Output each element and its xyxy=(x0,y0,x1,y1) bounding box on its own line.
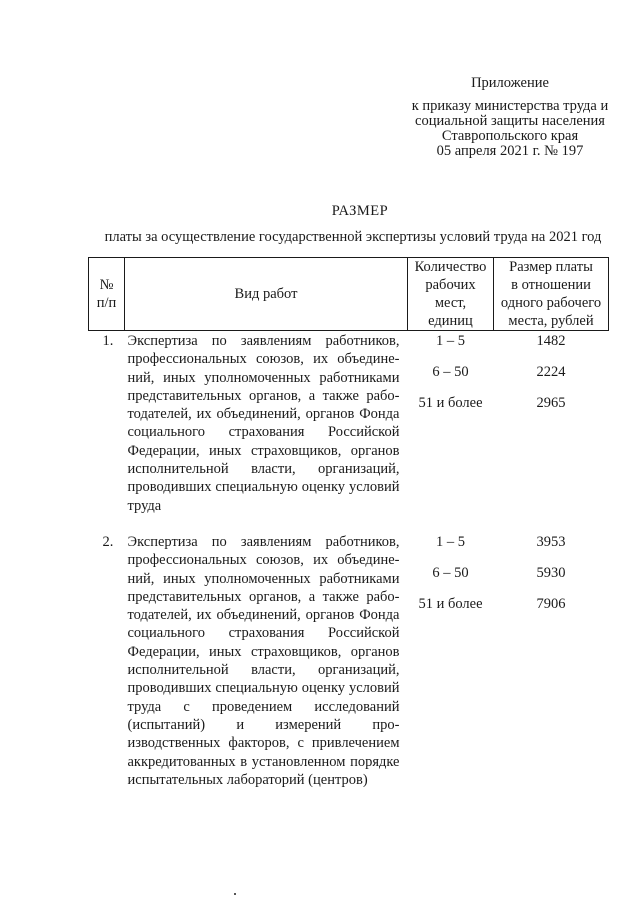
table-row xyxy=(89,515,609,789)
row-description: Экспертиза по заявлениям работников, профессиональных союзов, их объединений, иных уполномоченных работниками представительных органов, а также работодателей, их объединений, органов Фонда социального страхования Российской Федерации, иных страховщиков, органов исполнительной власти, организаций, проводивших специальную оценку условий труда xyxy=(127,333,400,514)
quantity-range: 6 – 50 xyxy=(432,364,469,380)
row-quantities xyxy=(408,515,494,789)
quantity-range: 6 – 50 xyxy=(432,564,469,581)
annex-line: к приказу министерства труда и xyxy=(411,98,609,114)
price-value: 7906 xyxy=(536,595,566,612)
fee-table xyxy=(88,257,609,789)
annex-line: социальной защиты населения xyxy=(415,113,605,129)
price-value: 2965 xyxy=(536,395,566,411)
header-work-type: Вид работ xyxy=(125,258,408,331)
annex-reference xyxy=(380,99,640,159)
row-prices xyxy=(494,515,609,789)
quantity-range: 51 и более xyxy=(418,395,483,411)
table-row xyxy=(89,331,609,515)
price-value: 1482 xyxy=(536,333,566,349)
annex-line: 05 апреля 2021 г. № 197 xyxy=(436,143,584,159)
row-quantities xyxy=(408,331,494,515)
document-subtitle: платы за осуществление государственной экспертизы условий труда на 2021 год xyxy=(104,229,602,245)
row-number: 2. xyxy=(102,533,114,550)
header-num: № п/п xyxy=(89,258,125,331)
header-fee-size: Размер платы в отношении одного рабочего места, рублей xyxy=(494,258,609,331)
row-prices xyxy=(494,331,609,515)
row-description: Экспертиза по заявлениям работников, профессиональных союзов, их объединений, иных уполномоченных работниками представительных органов, а также работодателей, их объединений, органов Фонда социального страхования Российской Федерации, иных страховщиков, органов исполнительной власти, организаций, проводивших специальную оценку условий труда с проведением исследований (испытаний) и измерений производственных факторов, с привлечением аккредитованных в установленном порядке испытательных лабораторий (центров) xyxy=(127,533,400,788)
row-number: 1. xyxy=(102,333,114,349)
scan-speck xyxy=(234,893,236,895)
price-value: 3953 xyxy=(536,533,566,550)
price-value: 2224 xyxy=(536,364,566,380)
quantity-range: 51 и более xyxy=(418,595,483,612)
price-value: 5930 xyxy=(536,564,566,581)
header-quantity: Количество рабочих мест, единиц xyxy=(408,258,494,331)
annex-title: Приложение xyxy=(471,75,549,91)
document-title: РАЗМЕР xyxy=(331,203,389,219)
table-header-row xyxy=(89,258,609,331)
annex-line: Ставропольского края xyxy=(441,128,579,144)
quantity-range: 1 – 5 xyxy=(436,533,465,550)
quantity-range: 1 – 5 xyxy=(436,333,465,349)
